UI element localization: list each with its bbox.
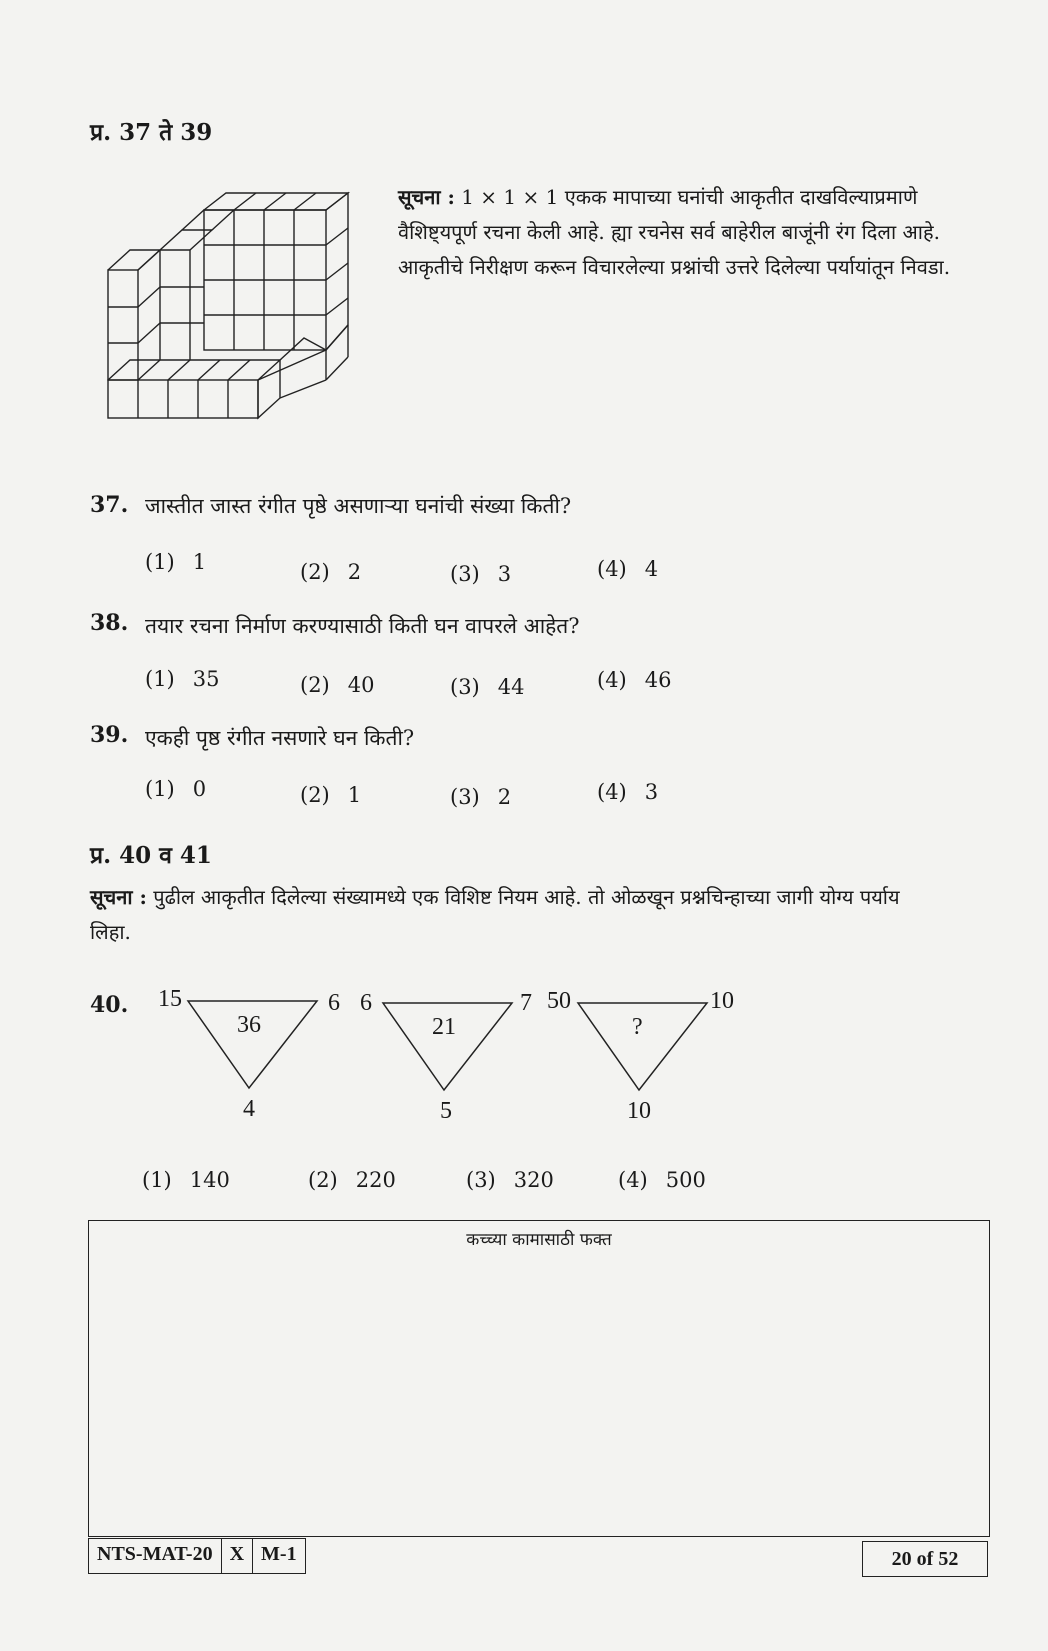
section-heading-37-39: प्र. 37 ते 39 (90, 119, 213, 146)
rough-work-box (88, 1220, 990, 1537)
triangle-3-left: 50 (547, 988, 571, 1014)
triangle-2-bottom: 5 (440, 1098, 452, 1124)
section-heading-40-41: प्र. 40 व 41 (90, 842, 212, 869)
option-38-3: (3) 44 (450, 675, 525, 699)
option-40-4: (4) 500 (618, 1168, 706, 1192)
triangle-2-left: 6 (360, 990, 372, 1016)
footer-set: M-1 (261, 1543, 297, 1565)
option-40-1: (1) 140 (142, 1168, 230, 1192)
triangle-2-right: 7 (520, 990, 532, 1016)
question-number-38: 38. (90, 610, 129, 636)
instruction-text-2a: पुढील आकृतीत दिलेल्या संख्यामध्ये एक विशिष्ट नियम आहे. तो ओळखून प्रश्नचिन्हाच्या जागी योग्य पर्याय (153, 885, 900, 909)
instruction-40-41 (90, 880, 995, 950)
triangle-3-right: 10 (710, 988, 734, 1014)
option-37-1: (1) 1 (145, 550, 207, 574)
question-text-38: तयार रचना निर्माण करण्यासाठी किती घन वापरले आहेत? (145, 614, 580, 638)
option-39-3: (3) 2 (450, 785, 512, 809)
instruction-label: सूचना : (398, 185, 455, 209)
footer-code-box (88, 1538, 306, 1574)
instruction-line-3: आकृतीचे निरीक्षण करून विचारलेल्या प्रश्नांची उत्तरे दिलेल्या पर्यायांतून निवडा. (398, 255, 951, 279)
option-37-3: (3) 3 (450, 562, 512, 586)
option-40-3: (3) 320 (466, 1168, 554, 1192)
question-text-37: जास्तीत जास्त रंगीत पृष्ठे असणाऱ्या घनांची संख्या किती? (145, 494, 572, 518)
option-39-1: (1) 0 (145, 777, 207, 801)
triangle-2-center: 21 (432, 1014, 456, 1040)
triangle-1-right: 6 (328, 990, 340, 1016)
question-number-37: 37. (90, 492, 129, 518)
instruction-37-39 (398, 180, 998, 285)
question-number-40: 40. (90, 992, 129, 1018)
footer-code: NTS-MAT-20 (89, 1539, 222, 1573)
instruction-line-2: वैशिष्ट्यपूर्ण रचना केली आहे. ह्या रचनेस सर्व बाहेरील बाजूंनी रंग दिला आहे. (398, 220, 940, 244)
triangle-3-bottom: 10 (627, 1098, 651, 1124)
option-40-2: (2) 220 (308, 1168, 396, 1192)
option-38-1: (1) 35 (145, 667, 220, 691)
option-37-2: (2) 2 (300, 560, 362, 584)
option-39-2: (2) 1 (300, 783, 362, 807)
rough-work-title: कच्च्या कामासाठी फक्त (466, 1230, 612, 1250)
question-number-39: 39. (90, 722, 129, 748)
instruction-label-2: सूचना : (90, 885, 147, 909)
option-37-4: (4) 4 (597, 557, 659, 581)
option-39-4: (4) 3 (597, 780, 659, 804)
footer-page-number: 20 of 52 (862, 1541, 988, 1577)
option-38-4: (4) 46 (597, 668, 672, 692)
triangle-1-left: 15 (158, 986, 182, 1012)
instruction-line-1: 1 × 1 × 1 एकक मापाच्या घनांची आकृतीत दाखविल्याप्रमाणे (461, 185, 918, 209)
footer-version: X (222, 1539, 253, 1573)
triangle-1-bottom: 4 (243, 1096, 255, 1122)
question-text-39: एकही पृष्ठ रंगीत नसणारे घन किती? (145, 726, 415, 750)
instruction-text-2b: लिहा. (90, 920, 131, 944)
triangle-1-center: 36 (237, 1012, 261, 1038)
triangle-3-center: ? (632, 1014, 643, 1040)
cube-structure-figure (100, 185, 360, 430)
option-38-2: (2) 40 (300, 673, 375, 697)
